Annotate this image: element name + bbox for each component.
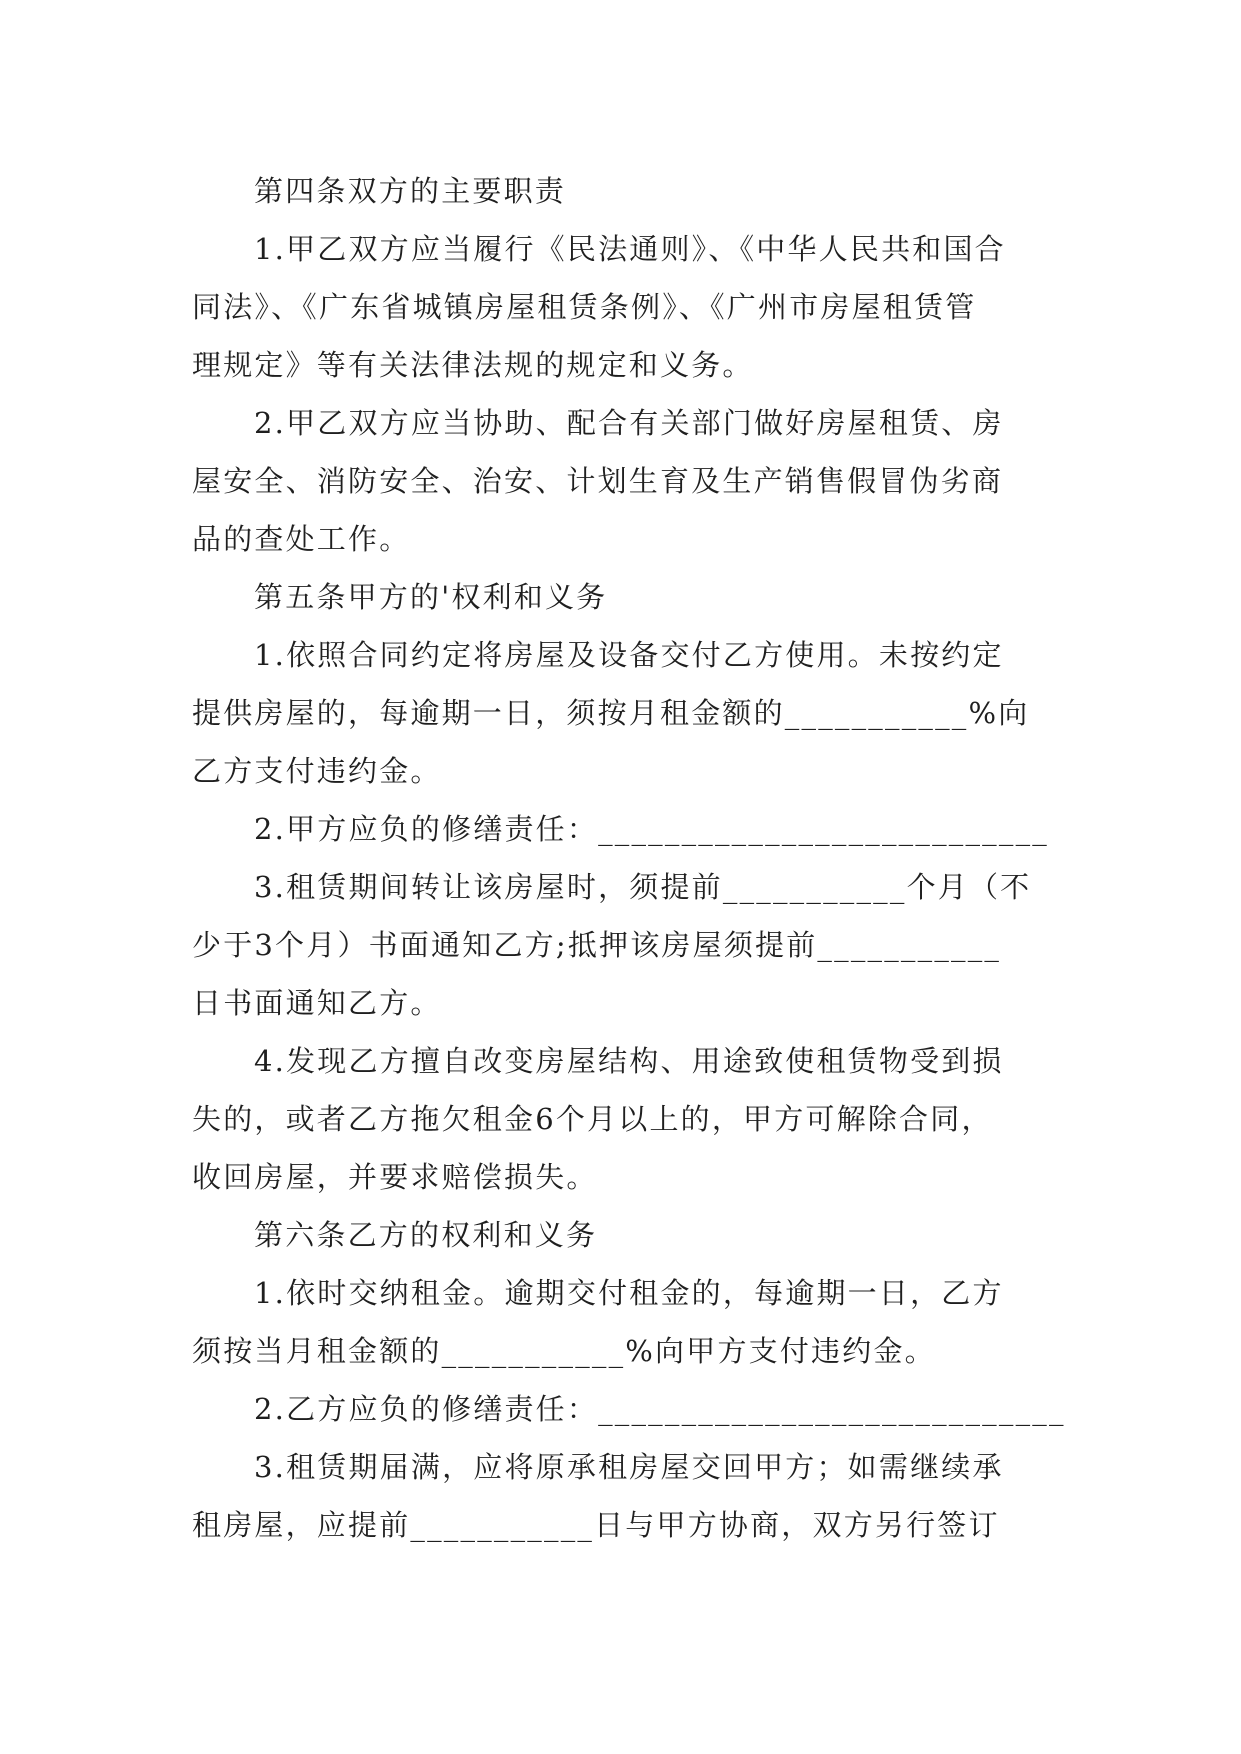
article-4-item-1-line-2: 同法》、《广东省城镇房屋租赁条例》、《广州市房屋租赁管 (192, 290, 977, 324)
article-5-item-1-line-3: 乙方支付违约金。 (192, 754, 442, 788)
article-6-item-2-line-1: 2.乙方应负的修缮责任：____________________________ (254, 1392, 1066, 1426)
article-6-heading: 第六条乙方的权利和义务 (254, 1218, 598, 1252)
article-4-item-2-line-2: 屋安全、消防安全、治安、计划生育及生产销售假冒伪劣商 (192, 464, 1004, 498)
article-5-item-2-line-1: 2.甲方应负的修缮责任：___________________________ (254, 812, 1049, 846)
article-5-item-1-line-1: 1.依照合同约定将房屋及设备交付乙方使用。未按约定 (254, 638, 1004, 672)
article-4-heading: 第四条双方的主要职责 (254, 174, 567, 208)
article-5-item-4-line-1: 4.发现乙方擅自改变房屋结构、用途致使租赁物受到损 (254, 1044, 1004, 1078)
article-6-item-3-line-2: 租房屋，应提前___________日与甲方协商，双方另行签订 (192, 1508, 1000, 1542)
article-5-item-4-line-2: 失的，或者乙方拖欠租金6个月以上的，甲方可解除合同， (192, 1102, 993, 1136)
contract-text (192, 162, 1066, 1554)
article-5-item-3-line-1: 3.租赁期间转让该房屋时，须提前___________个月（不 (254, 870, 1032, 904)
article-6-item-1-line-1: 1.依时交纳租金。逾期交付租金的，每逾期一日，乙方 (254, 1276, 1004, 1310)
article-5-item-3-line-3: 日书面通知乙方。 (192, 986, 442, 1020)
article-5-heading: 第五条甲方的'权利和义务 (254, 580, 608, 614)
article-5-item-1-line-2: 提供房屋的，每逾期一日，须按月租金额的___________%向 (192, 696, 1030, 730)
article-5-item-3-line-2: 少于3个月）书面通知乙方;抵押该房屋须提前___________ (192, 928, 1002, 962)
article-4-item-2-line-3: 品的查处工作。 (192, 522, 411, 556)
article-4-item-2-line-1: 2.甲乙双方应当协助、配合有关部门做好房屋租赁、房 (254, 406, 1004, 440)
article-6-item-1-line-2: 须按当月租金额的___________%向甲方支付违约金。 (192, 1334, 936, 1368)
article-5-item-4-line-3: 收回房屋，并要求赔偿损失。 (192, 1160, 598, 1194)
article-4-item-1-line-1: 1.甲乙双方应当履行《民法通则》、《中华人民共和国合 (254, 232, 1006, 266)
article-4-item-1-line-3: 理规定》等有关法律法规的规定和义务。 (192, 348, 754, 382)
article-6-item-3-line-1: 3.租赁期届满，应将原承租房屋交回甲方；如需继续承 (254, 1450, 1004, 1484)
